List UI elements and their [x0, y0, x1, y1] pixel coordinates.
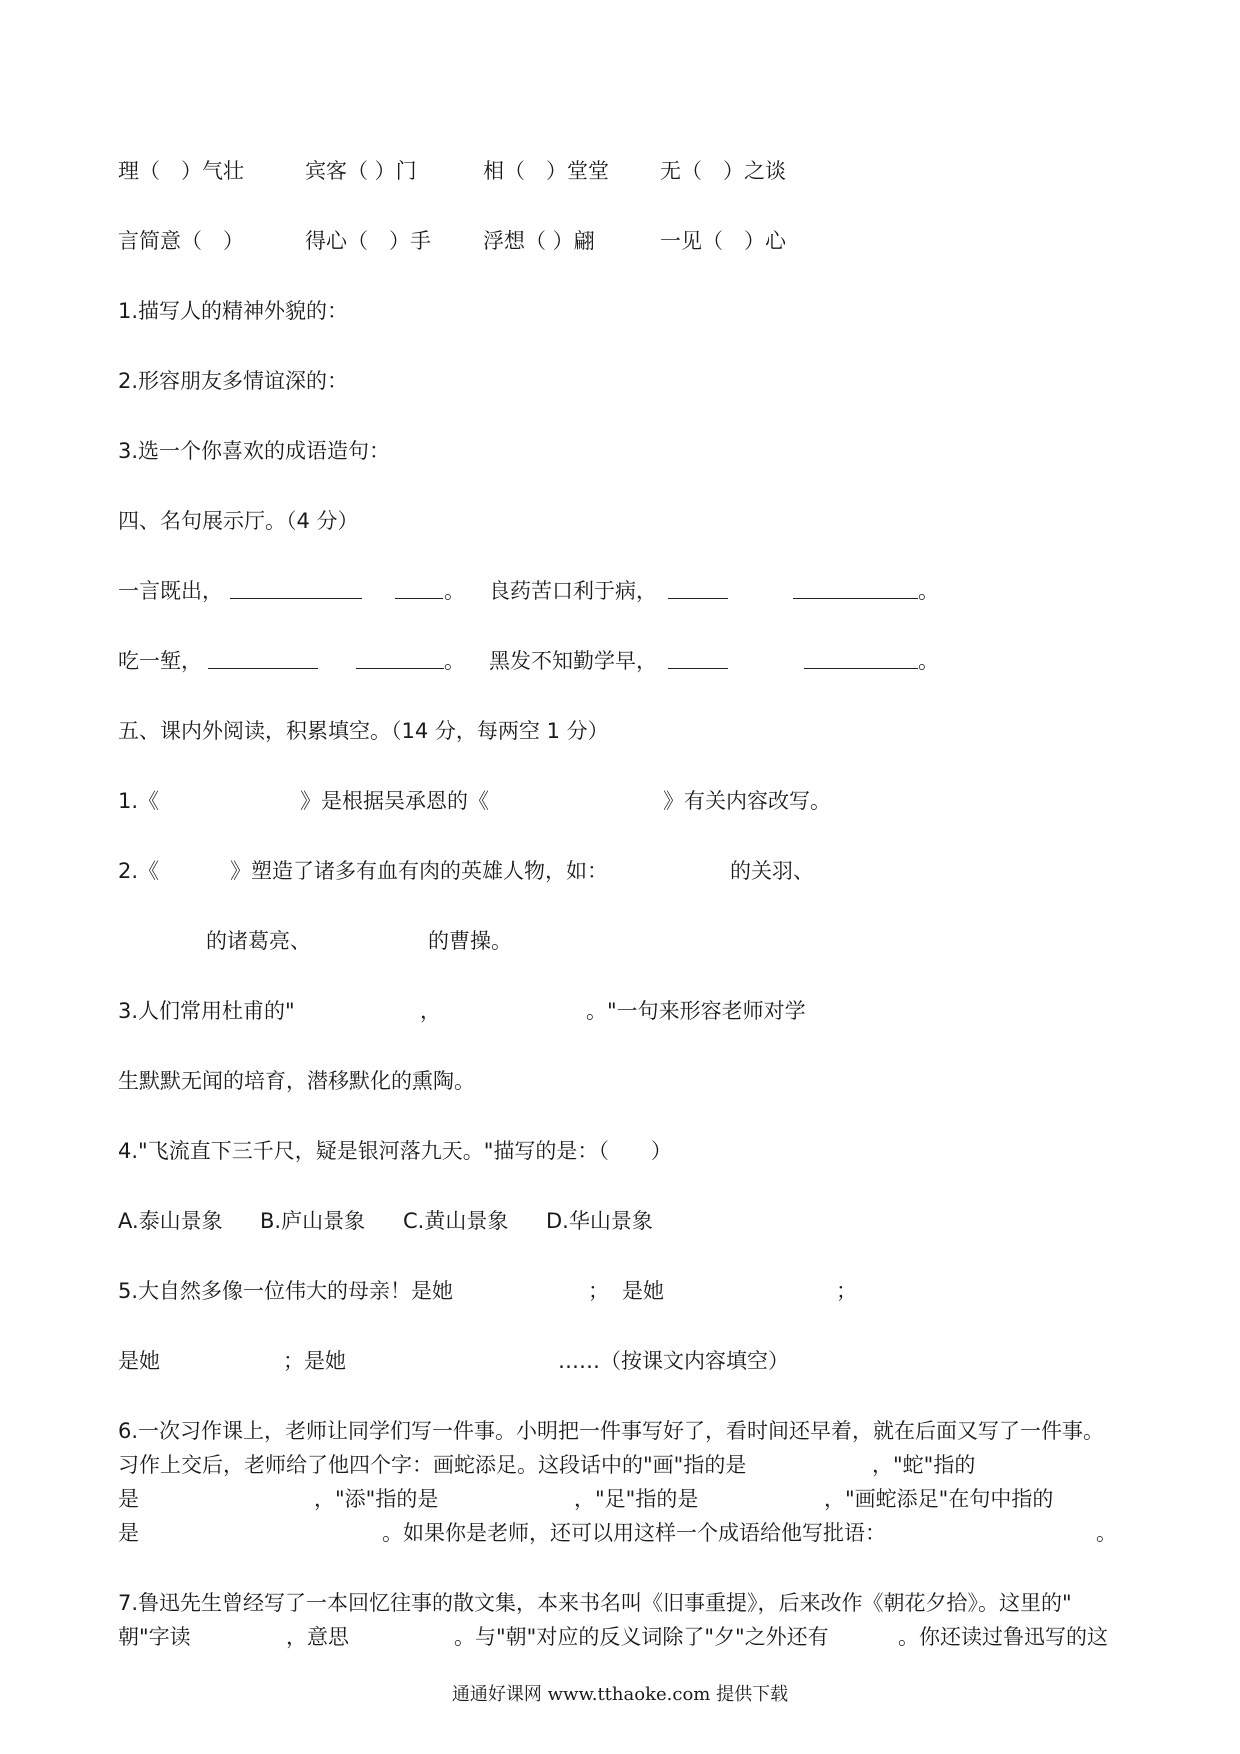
option-c[interactable]: C.黄山景象 [403, 1209, 509, 1233]
idiom-item: 无（ ）之谈 [660, 159, 786, 183]
option-b[interactable]: B.庐山景象 [260, 1209, 366, 1233]
text-segment: ，"蛇"指的 [872, 1453, 976, 1477]
question-1: 1.描写人的精神外貌的： [118, 299, 349, 323]
page-footer: 通通好课网 www.tthaoke.com 提供下载 [451, 1684, 789, 1705]
quote-text: 黑发不知勤学早， [489, 649, 657, 673]
text-segment: 的关羽、 [730, 859, 814, 883]
reading-question-7: 7.鲁迅先生曾经写了一本回忆往事的散文集，本来书名叫《旧事重提》，后来改作《朝花夕拾》。这里的" [118, 1591, 1072, 1615]
text-segment: ；是她 [283, 1349, 346, 1373]
text-segment: 5.大自然多像一位伟大的母亲！是她 [118, 1279, 454, 1303]
quote-text: 。 [444, 579, 465, 603]
idiom-item: 宾客（ ）门 [305, 159, 417, 183]
text-segment: 是 [118, 1487, 139, 1511]
text-segment: ，"画蛇添足"在句中指的 [824, 1487, 1054, 1511]
quote-text: 良药苦口利于病， [489, 579, 657, 603]
text-segment: 。"一句来形容老师对学 [586, 999, 806, 1023]
text-segment: 的曹操。 [428, 929, 512, 953]
quote-text: 。 [918, 579, 939, 603]
text-segment: 2.《 [118, 859, 160, 883]
quote-blank[interactable] [395, 576, 443, 607]
question-2: 2.形容朋友多情谊深的： [118, 369, 349, 393]
idiom-item: 相（ ）堂堂 [483, 159, 609, 183]
quote-blank[interactable] [668, 576, 728, 607]
idiom-item: 得心（ ）手 [305, 229, 431, 253]
text-segment: 是她 [622, 1279, 664, 1303]
text-segment: 1.《 [118, 789, 160, 813]
text-segment: ，"添"指的是 [314, 1487, 439, 1511]
quote-blank[interactable] [356, 646, 444, 677]
quote-blank[interactable] [793, 576, 918, 607]
text-segment: ，"足"指的是 [574, 1487, 699, 1511]
quote-blank[interactable] [230, 576, 362, 607]
text-segment: 习作上交后，老师给了他四个字：画蛇添足。这段话中的"画"指的是 [118, 1453, 747, 1477]
reading-question-4: 4."飞流直下三千尺，疑是银河落九天。"描写的是：（ ） [118, 1139, 672, 1163]
text-segment: 》是根据吴承恩的《 [300, 789, 489, 813]
quote-text: 一言既出， [118, 579, 223, 603]
idiom-item: 言简意（ ） [118, 229, 244, 253]
text-segment: ； [836, 1279, 857, 1303]
text-segment: ……（按课文内容填空） [558, 1349, 789, 1373]
reading-question-6: 6.一次习作课上，老师让同学们写一件事。小明把一件事写好了，看时间还早着，就在后面又写了一件事。 [118, 1419, 1105, 1443]
text-segment: 。 [1096, 1521, 1117, 1545]
idiom-item: 浮想（ ）翩 [483, 229, 595, 253]
idiom-item: 理（ ）气壮 [118, 159, 244, 183]
question-3: 3.选一个你喜欢的成语造句： [118, 439, 391, 463]
text-segment: ，意思 [286, 1625, 349, 1649]
text-segment: 是她 [118, 1349, 160, 1373]
idiom-item: 一见（ ）心 [660, 229, 786, 253]
text-segment: 》塑造了诸多有血有肉的英雄人物，如： [230, 859, 608, 883]
option-d[interactable]: D.华山景象 [546, 1209, 653, 1233]
quote-blank[interactable] [208, 646, 318, 677]
text-segment: 。你还读过鲁迅写的这 [898, 1625, 1108, 1649]
reading-question-3-cont: 生默默无闻的培育，潜移默化的熏陶。 [118, 1069, 475, 1093]
quote-text: 。 [918, 649, 939, 673]
text-segment: 。与"朝"对应的反义词除了"夕"之外还有 [454, 1625, 829, 1649]
section-4-heading: 四、名句展示厅。（4 分） [118, 509, 359, 533]
text-segment: 的诸葛亮、 [206, 929, 311, 953]
option-a[interactable]: A.泰山景象 [118, 1209, 223, 1233]
text-segment: 朝"字读 [118, 1625, 191, 1649]
text-segment: ； [588, 1279, 609, 1303]
quote-text: 。 [444, 649, 465, 673]
text-segment: 》有关内容改写。 [663, 789, 831, 813]
text-segment: 。如果你是老师，还可以用这样一个成语给他写批语： [382, 1521, 886, 1545]
quote-blank[interactable] [804, 646, 918, 677]
quote-blank[interactable] [668, 646, 728, 677]
text-segment: 3.人们常用杜甫的" [118, 999, 295, 1023]
section-5-heading: 五、课内外阅读，积累填空。（14 分，每两空 1 分） [118, 719, 609, 743]
text-segment: 是 [118, 1521, 139, 1545]
text-segment: ， [420, 999, 441, 1023]
quote-text: 吃一堑， [118, 649, 202, 673]
